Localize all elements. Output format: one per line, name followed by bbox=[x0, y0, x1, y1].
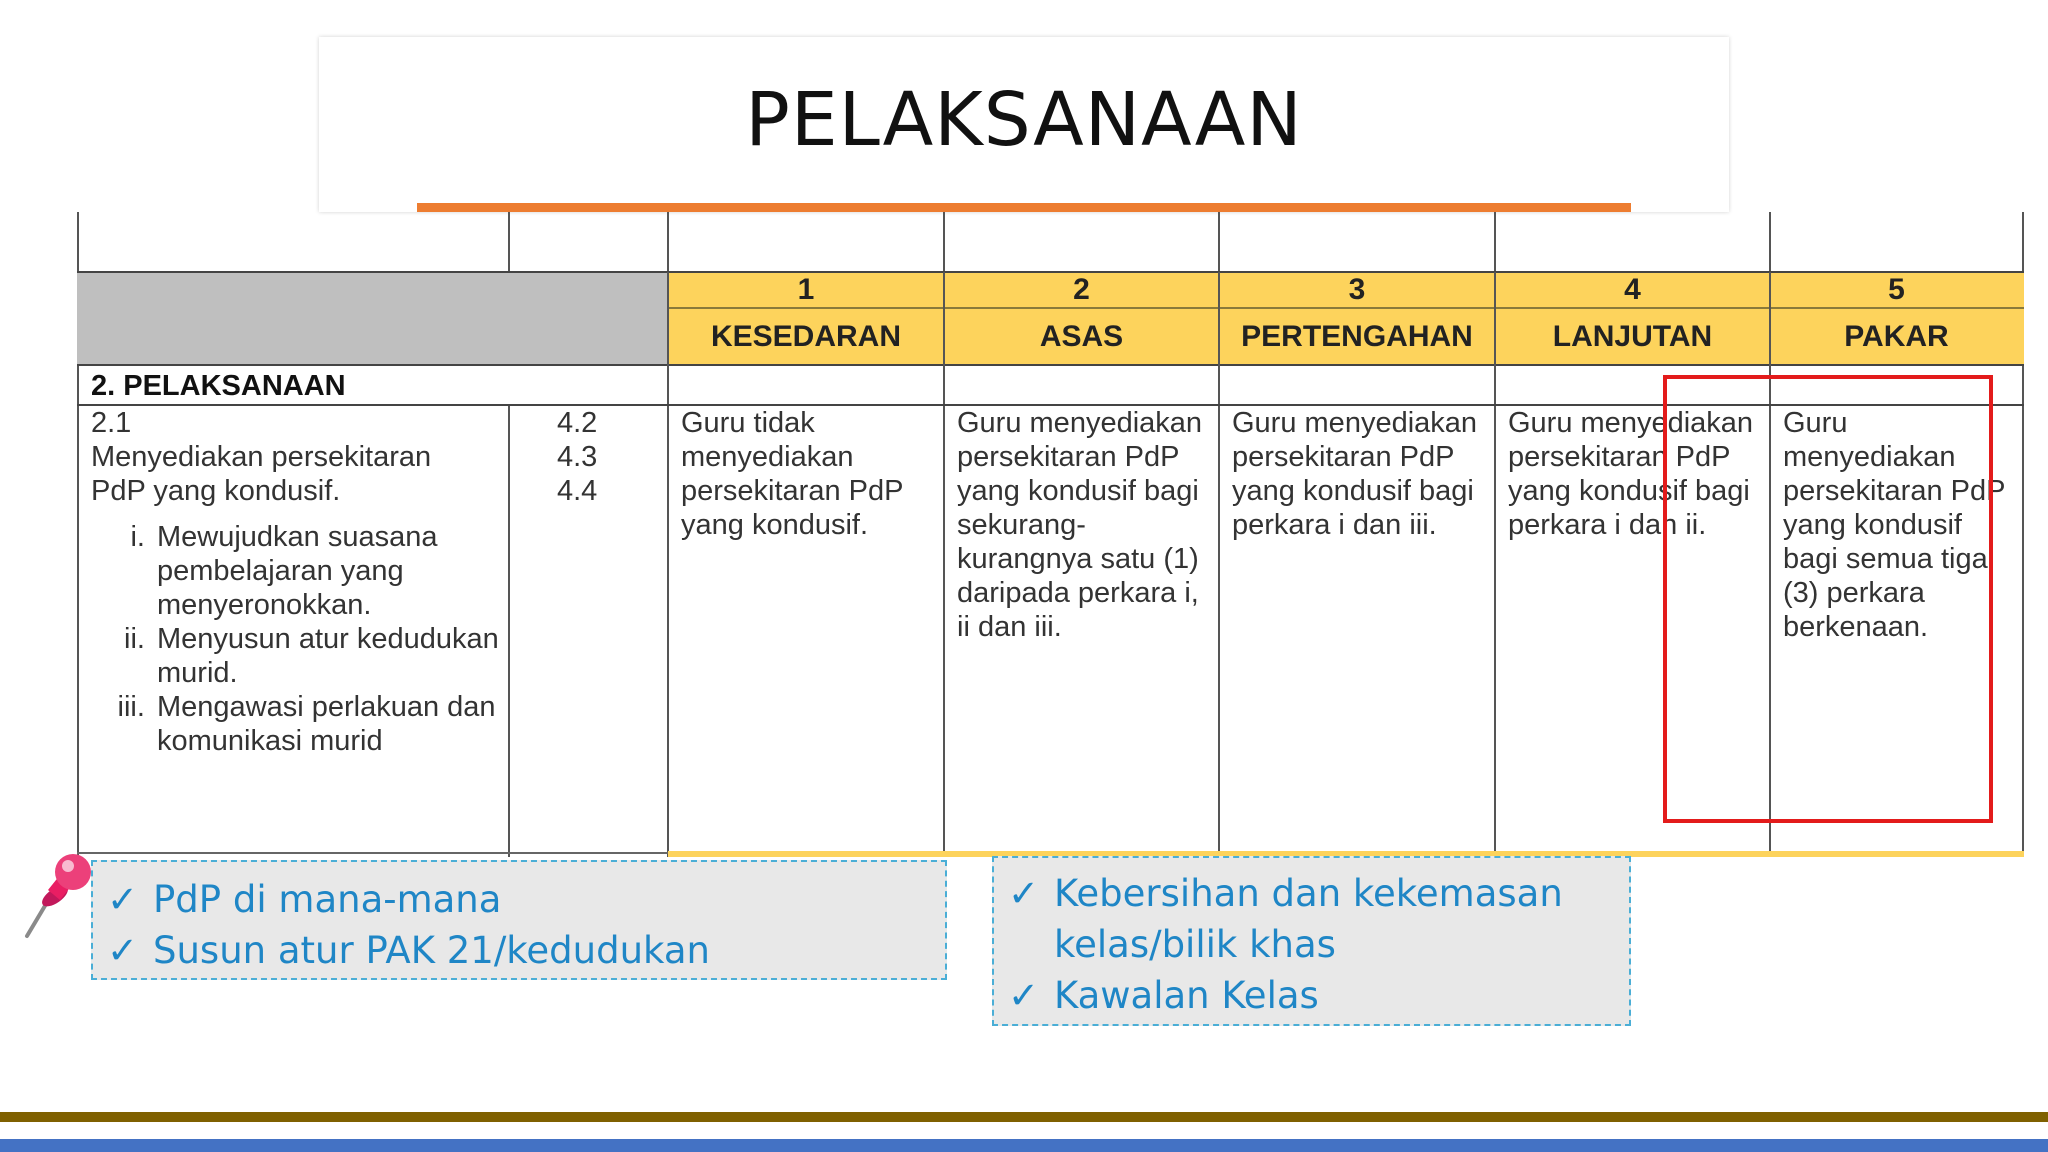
list-item: iii. Mengawasi perlakuan dan komunikasi murid bbox=[153, 690, 501, 758]
note-item bbox=[1008, 868, 1629, 970]
check-mark-icon: ✓ bbox=[1008, 974, 1040, 1017]
level-name: PERTENGAHAN bbox=[1241, 320, 1473, 353]
list-item: i. Mewujudkan suasana pembelajaran yang menyeronokkan. bbox=[153, 520, 501, 622]
footer-band-blue bbox=[0, 1139, 2048, 1152]
descriptor-level-1: Guru tidak menyediakan persekitaran PdP yang kondusif. bbox=[681, 407, 903, 541]
level-name: ASAS bbox=[1039, 320, 1124, 353]
note-box-left bbox=[91, 860, 947, 980]
table-divider bbox=[508, 212, 510, 272]
highlight-box bbox=[1663, 375, 1993, 823]
descriptor-level-4: Guru menyediakan persekitaran PdP yang kondusif bagi perkara i dan ii. bbox=[1508, 407, 1754, 541]
title-underline bbox=[417, 203, 1631, 212]
level-number: 2 bbox=[1073, 273, 1090, 306]
note-text: Susun atur PAK 21/kedudukan bbox=[153, 929, 710, 972]
footer-band-olive bbox=[0, 1112, 2048, 1122]
item-references bbox=[557, 406, 637, 508]
item-title-line: PdP yang kondusif. bbox=[91, 475, 341, 507]
check-mark-icon: ✓ bbox=[107, 929, 139, 972]
descriptor-level-5: Guru menyediakan persekitaran PdP yang kondusif bagi semua tiga (3) perkara berkenaan. bbox=[1783, 407, 2005, 643]
level-name: PAKAR bbox=[1844, 320, 1949, 353]
note-box-right bbox=[992, 856, 1631, 1026]
reference-code: 4.2 bbox=[557, 407, 598, 439]
note-text: Kawalan Kelas bbox=[1054, 974, 1319, 1017]
slide-title: PELAKSANAAN bbox=[745, 77, 1303, 163]
note-item bbox=[107, 925, 945, 976]
check-mark-icon: ✓ bbox=[1008, 872, 1040, 915]
level-name: LANJUTAN bbox=[1552, 320, 1713, 353]
reference-code: 4.4 bbox=[557, 475, 598, 507]
level-number: 1 bbox=[797, 273, 815, 306]
note-text: Kebersihan dan kekemasan kelas/bilik khas bbox=[1054, 872, 1563, 966]
level-number: 4 bbox=[1624, 273, 1641, 306]
push-pin-icon bbox=[18, 850, 98, 940]
item-title-line: Menyediakan persekitaran bbox=[91, 441, 432, 473]
reference-code: 4.3 bbox=[557, 441, 598, 473]
table-rule bbox=[77, 852, 668, 854]
header-gray-cell bbox=[77, 272, 668, 366]
level-number: 5 bbox=[1888, 273, 1905, 306]
descriptor-level-2: Guru menyediakan persekitaran PdP yang kondusif bagi sekurang-kurangnya satu (1) daripada perkara i, ii dan iii. bbox=[957, 407, 1203, 643]
note-text: PdP di mana-mana bbox=[153, 878, 502, 921]
subitem-list bbox=[91, 520, 501, 758]
note-item bbox=[107, 874, 945, 925]
table-divider bbox=[508, 406, 510, 857]
table-rule bbox=[77, 271, 2024, 273]
level-name: KESEDARAN bbox=[710, 320, 902, 353]
section-title: 2. PELAKSANAAN bbox=[91, 370, 346, 402]
list-item: ii. Menyusun atur kedudukan murid. bbox=[153, 622, 501, 690]
check-mark-icon: ✓ bbox=[107, 878, 139, 921]
item-description bbox=[91, 406, 501, 758]
item-code: 2.1 bbox=[91, 407, 132, 439]
title-card bbox=[319, 37, 1729, 212]
level-number: 3 bbox=[1348, 273, 1366, 306]
descriptor-level-3: Guru menyediakan persekitaran PdP yang kondusif bagi perkara i dan iii. bbox=[1232, 407, 1478, 541]
note-item bbox=[1008, 970, 1629, 1021]
